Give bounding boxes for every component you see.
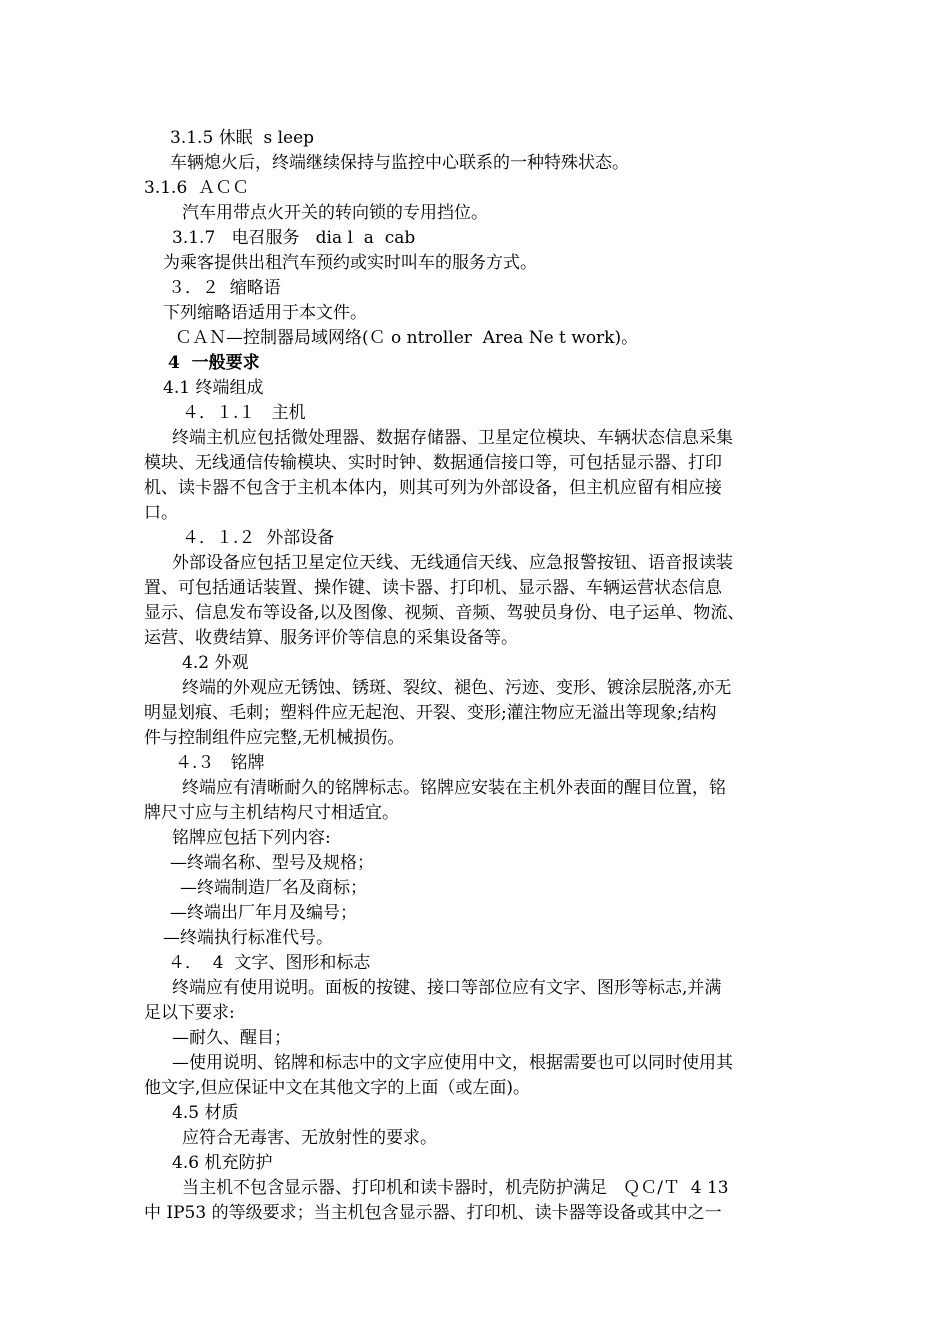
- nameplate-item-1: —终端名称、型号及规格；: [170, 853, 374, 873]
- clause-4-1-2-text-line-4: 运营、收费结算、服务评价等信息的采集设备等。: [144, 628, 518, 648]
- clause-3-1-7-heading: 3.1.7 电召服务 dia l a cab: [172, 228, 416, 248]
- clause-3-2-heading: ３．２ 缩略语: [168, 278, 281, 298]
- clause-4-1-2-text-line-1: 外部设备应包括卫星定位天线、无线通信天线、应急报警按钮、语音报读装: [172, 553, 733, 573]
- nameplate-item-2: —终端制造厂名及商标；: [180, 878, 367, 898]
- requirement-item-2-line-1: —使用说明、铭牌和标志中的文字应使用中文，根据需要也可以同时使用其: [172, 1053, 733, 1073]
- clause-4-4-text-line-2: 足以下要求:: [144, 1003, 235, 1023]
- clause-4-3-text-line-1: 终端应有清晰耐久的铭牌标志。铭牌应安装在主机外表面的醒目位置，铭: [182, 778, 726, 798]
- clause-4-6-heading: 4.6 机充防护: [172, 1153, 273, 1173]
- clause-4-1-1-text-line-2: 模块、无线通信传输模块、实时时钟、数据通信接口等，可包括显示器、打印: [144, 453, 722, 473]
- nameplate-item-3: —终端出厂年月及编号；: [170, 903, 357, 923]
- clause-4-5-text: 应符合无毒害、无放射性的要求。: [182, 1128, 437, 1148]
- clause-4-1-1-heading: ４．１.１ 主机: [182, 403, 306, 423]
- clause-4-1-2-text-line-2: 置、可包括通话装置、操作键、读卡器、打印机、显示器、车辆运营状态信息: [144, 578, 722, 598]
- clause-4-2-text-line-3: 件与控制组件应完整,无机械损伤。: [144, 728, 405, 748]
- clause-4-1-heading: 4.1 终端组成: [163, 378, 264, 398]
- clause-3-1-6-text: 汽车用带点火开关的转向锁的专用挡位。: [182, 203, 488, 223]
- clause-3-1-5-text: 车辆熄火后，终端继续保持与监控中心联系的一种特殊状态。: [170, 153, 629, 173]
- clause-4-1-1-text-line-4: 口。: [144, 503, 178, 523]
- clause-4-6-text-line-2: 中 IP53 的等级要求；当主机包含显示器、打印机、读卡器等设备或其中之一: [144, 1203, 722, 1223]
- clause-4-1-2-text-line-3: 显示、信息发布等设备,以及图像、视频、音频、驾驶员身份、电子运单、物流、: [144, 603, 745, 623]
- nameplate-item-4: —终端执行标准代号。: [163, 928, 333, 948]
- clause-3-1-5-heading: 3.1.5 休眠 s leep: [170, 128, 315, 148]
- clause-4-2-text-line-1: 终端的外观应无锈蚀、锈斑、裂纹、褪色、污迹、变形、镀涂层脱落,亦无: [182, 678, 732, 698]
- requirement-item-1: —耐久、醒目；: [172, 1028, 291, 1048]
- requirement-item-2-line-2: 他文字,但应保证中文在其他文字的上面（或左面)。: [144, 1078, 531, 1098]
- clause-3-1-6-heading: 3.1.6 ＡＣＣ: [144, 178, 250, 198]
- abbreviation-can: ＣＡＮ—控制器局域网络(Ｃ o ntroller Area Ne t work)。: [175, 328, 639, 348]
- clause-4-5-heading: 4.5 材质: [172, 1103, 239, 1123]
- clause-4-4-text-line-1: 终端应有使用说明。面板的按键、接口等部位应有文字、图形等标志,并满: [172, 978, 722, 998]
- clause-4-2-heading: 4.2 外观: [182, 653, 249, 673]
- clause-4-4-heading: ４． 4 文字、图形和标志: [168, 953, 371, 973]
- clause-4-1-1-text-line-1: 终端主机应包括微处理器、数据存储器、卫星定位模块、车辆状态信息采集: [172, 428, 733, 448]
- section-4-heading: 4 一般要求: [168, 353, 260, 373]
- clause-4-2-text-line-2: 明显划痕、毛刺；塑料件应无起泡、开裂、变形;灌注物应无溢出等现象;结构: [144, 703, 717, 723]
- clause-3-2-text: 下列缩略语适用于本文件。: [163, 303, 367, 323]
- clause-3-1-7-text: 为乘客提供出租汽车预约或实时叫车的服务方式。: [163, 253, 537, 273]
- clause-4-6-text-line-1: 当主机不包含显示器、打印机和读卡器时，机壳防护满足 ＱＣ/Ｔ 4 13: [182, 1178, 729, 1198]
- clause-4-3-text-line-2: 牌尺寸应与主机结构尺寸相适宜。: [144, 803, 399, 823]
- clause-4-1-2-heading: ４．１.２ 外部设备: [182, 528, 335, 548]
- clause-4-3-heading: ４.３ 铭牌: [175, 753, 265, 773]
- nameplate-contents-intro: 铭牌应包括下列内容:: [172, 828, 331, 848]
- clause-4-1-1-text-line-3: 机、读卡器不包含于主机本体内，则其可列为外部设备，但主机应留有相应接: [144, 478, 722, 498]
